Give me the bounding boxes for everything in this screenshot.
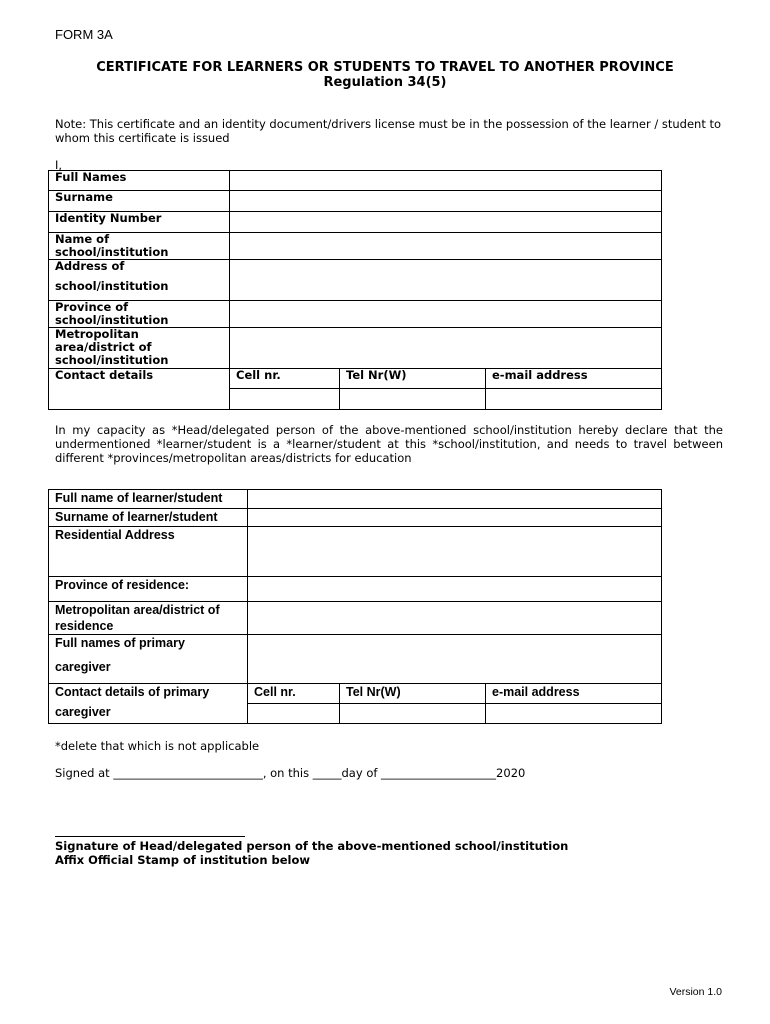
form-title-block (0, 60, 770, 90)
metro-residence-field[interactable] (248, 602, 662, 635)
col-caregiver-email: e-mail address (486, 684, 662, 704)
stamp-label: Affix Official Stamp of institution below (55, 853, 311, 867)
label-learner-surname: Surname of learner/student (49, 509, 248, 527)
full-names-field[interactable] (230, 171, 662, 191)
learner-surname-field[interactable] (248, 509, 662, 527)
identity-number-field[interactable] (230, 212, 662, 233)
form-number: FORM 3A (55, 27, 113, 42)
label-metro-residence: Metropolitan area/district of residence (49, 602, 248, 635)
col-caregiver-tel-nr: Tel Nr(W) (340, 684, 486, 704)
col-cell-nr: Cell nr. (230, 369, 340, 389)
delete-note: *delete that which is not applicable (55, 739, 260, 753)
institution-details-table (48, 170, 662, 410)
declaration-text: In my capacity as *Head/delegated person of the above-mentioned school/institution hereby declare that the undermentioned *learner/student is a *learner/student at this *school/institution, and needs to travel between different *provinces/metropolitan areas/districts for education (55, 423, 723, 465)
cell-nr-field[interactable] (230, 389, 340, 410)
label-residential-address: Residential Address (49, 527, 248, 577)
form-title: CERTIFICATE FOR LEARNERS OR STUDENTS TO TRAVEL TO ANOTHER PROVINCE (96, 60, 674, 75)
email-field[interactable] (486, 389, 662, 410)
version-label: Version 1.0 (669, 986, 722, 998)
label-surname: Surname (49, 191, 230, 212)
note-text: Note: This certificate and an identity document/drivers license must be in the possession of the learner / student to whom this certificate is issued (55, 117, 722, 145)
learner-full-name-field[interactable] (248, 490, 662, 509)
signed-line[interactable]: Signed at __________________________, on this _____day of ____________________2020 (55, 766, 526, 780)
label-contact-details: Contact details (49, 369, 230, 410)
i-label: I, (55, 158, 63, 172)
col-email: e-mail address (486, 369, 662, 389)
residential-address-field[interactable] (248, 527, 662, 577)
province-residence-field[interactable] (248, 577, 662, 602)
learner-details-table (48, 489, 662, 724)
surname-field[interactable] (230, 191, 662, 212)
label-province: Province of school/institution (49, 301, 230, 328)
school-name-field[interactable] (230, 233, 662, 260)
caregiver-email-field[interactable] (486, 704, 662, 724)
province-field[interactable] (230, 301, 662, 328)
tel-nr-field[interactable] (340, 389, 486, 410)
label-metro: Metropolitan area/district of school/institution (49, 328, 230, 369)
school-address-field[interactable] (230, 260, 662, 301)
label-school-name: Name of school/institution (49, 233, 230, 260)
col-tel-nr: Tel Nr(W) (340, 369, 486, 389)
form-subtitle: Regulation 34(5) (323, 75, 447, 90)
label-learner-full-name: Full name of learner/student (49, 490, 248, 509)
label-caregiver-contact: Contact details of primary caregiver (49, 684, 248, 724)
caregiver-tel-nr-field[interactable] (340, 704, 486, 724)
label-school-address: Address of school/institution (49, 260, 230, 301)
label-full-names: Full Names (49, 171, 230, 191)
label-primary-caregiver: Full names of primary caregiver (49, 635, 248, 684)
caregiver-cell-nr-field[interactable] (248, 704, 340, 724)
col-caregiver-cell-nr: Cell nr. (248, 684, 340, 704)
label-identity-number: Identity Number (49, 212, 230, 233)
metro-field[interactable] (230, 328, 662, 369)
signature-line[interactable] (55, 836, 245, 837)
primary-caregiver-field[interactable] (248, 635, 662, 684)
label-province-residence: Province of residence: (49, 577, 248, 602)
signature-label: Signature of Head/delegated person of the above-mentioned school/institution (55, 839, 569, 853)
